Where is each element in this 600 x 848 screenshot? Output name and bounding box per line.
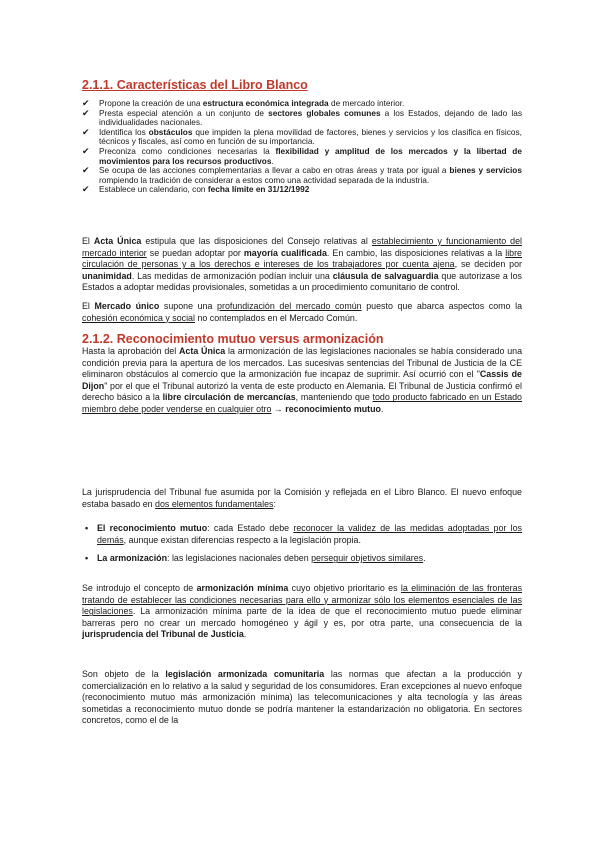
text-run: Son objeto de la	[82, 669, 166, 679]
text-run: →	[271, 403, 286, 414]
check-item	[82, 109, 522, 128]
bold-text: Mercado único	[94, 301, 160, 311]
text-run: Presta especial atención a un conjunto de	[99, 107, 269, 118]
text-run: estipula que las disposiciones del Consejo relativas al	[141, 236, 372, 246]
text-run: Identifica los	[99, 126, 149, 137]
underlined-text: perseguir objetivos similares	[311, 553, 424, 564]
paragraph-mercado-unico	[82, 301, 522, 324]
text-run: . En cambio, las disposiciones relativas a la	[326, 247, 506, 258]
bold-text: mayoría cualificada	[243, 247, 327, 258]
bold-text: sectores globales comunes	[268, 107, 381, 118]
text-run: cuyo objetivo prioritario es	[288, 583, 401, 593]
underlined-text: reconocer la validez de las medidas adoptadas por los demás	[97, 523, 522, 545]
text-run: . Las medidas de armonización podían incluir una	[131, 270, 333, 281]
text-run: Preconiza como condiciones necesarias la	[99, 145, 276, 156]
bold-text: Acta Única	[93, 236, 142, 246]
bold-text: Acta Única	[179, 346, 226, 356]
text-run: , aunque existan diferencias respecto a la legislación propia.	[123, 534, 361, 545]
check-item	[82, 166, 522, 185]
text-run: La jurisprudencia del Tribunal fue asumida por la Comisión y reflejada en el Libro Blanco. El nuevo enfoque estaba basado en	[82, 487, 522, 509]
checkmark-icon: ✔	[82, 98, 90, 108]
text-run: El	[82, 236, 94, 246]
text-run: de mercado interior.	[328, 98, 405, 108]
text-run: , manteniendo que	[295, 392, 373, 403]
text-run: no contemplados en el Mercado Común.	[194, 312, 358, 323]
text-run: El	[82, 301, 95, 311]
underlined-text: establecimiento y funcionamiento del mercado interior	[82, 236, 523, 258]
paragraph-jurisprudencia	[82, 487, 522, 510]
paragraph-armonizacion-minima	[82, 583, 522, 641]
text-run: .	[380, 403, 384, 414]
underlined-text: libre circulación de personas y a los derechos e intereses de los trabajadores por cuenta ajena	[82, 247, 522, 270]
text-run: Se ocupa de las acciones complementarias a llevar a cabo en otras áreas y trata por igual a	[99, 165, 450, 176]
bold-text: legislación armonizada comunitaria	[165, 669, 325, 679]
text-run: Hasta la aprobación del	[82, 346, 180, 356]
checkmark-icon: ✔	[82, 107, 90, 118]
text-run: Se introdujo el concepto de	[82, 583, 197, 593]
bullet-item	[82, 523, 522, 546]
text-run: .	[243, 629, 247, 640]
bullet-icon: •	[85, 553, 89, 564]
text-run: la armonización de las legislaciones nacionales se había considerado una condición previa para la apertura de los mercados. Las sucesivas sentencias del Tribunal de Justicia de la CE eliminaron obstáculos al comercio que la armonización fue incapaz de suprimir. Así ocurrió con el "	[82, 346, 523, 380]
bold-text: armonización mínima	[196, 583, 289, 593]
bold-text: fecha límite en 31/12/1992	[207, 184, 310, 195]
bold-text: reconocimiento mutuo	[285, 403, 381, 414]
section-heading-reconocimiento: 2.1.2. Reconocimiento mutuo versus armonización	[82, 332, 384, 346]
bold-text: cláusula de salvaguardia	[332, 270, 439, 281]
bold-text: jurisprudencia del Tribunal de Justicia	[82, 629, 244, 640]
text-run: : las legislaciones nacionales deben	[167, 553, 312, 564]
text-run: , se deciden por	[454, 259, 522, 270]
bold-text: libre circulación de mercancías	[162, 392, 296, 403]
bullet-item	[82, 553, 522, 565]
text-run: " por el que el Tribunal autorizó la venta de este producto en Alemania. El Tribunal de Justicia confirmó el derecho básico a la	[82, 380, 522, 403]
bold-text: El reconocimiento mutuo	[97, 523, 208, 533]
text-run: supone una	[159, 301, 218, 311]
underlined-text: todo producto fabricado en un Estado miembro debe poder venderse en cualquier otro	[82, 392, 522, 414]
checkmark-icon: ✔	[82, 126, 90, 137]
check-item	[82, 147, 522, 166]
text-run: puesto que abarca aspectos como la	[361, 301, 522, 311]
text-run: : cada Estado debe	[207, 523, 294, 533]
text-run: a los Estados, dejando de lado las individualidades nacionales.	[99, 107, 522, 128]
text-run: .	[271, 155, 274, 166]
text-run: :	[273, 498, 276, 509]
text-run: que autorizase a los Estados a adoptar medidas provisionales, sometidas a un procedimiento comunitario de control.	[82, 270, 522, 293]
bold-text: Cassis de Dijon	[82, 369, 522, 391]
paragraph-acta-unica-armonizacion	[82, 346, 522, 416]
bullet-icon: •	[85, 523, 89, 533]
paragraph-legislacion-armonizada	[82, 669, 522, 727]
checkmark-icon: ✔	[82, 184, 90, 195]
bold-text: unanimidad	[82, 270, 132, 281]
underlined-text: dos elementos fundamentales	[155, 498, 274, 509]
bold-text: obstáculos	[148, 126, 193, 137]
bold-text: flexibilidad y amplitud de los mercados y la libertad de movimientos para los recursos productivos	[99, 145, 522, 166]
bold-text: estructura económica integrada	[202, 98, 329, 108]
checkmark-icon: ✔	[82, 165, 90, 176]
text-run: rompiendo la tradición de considerar a estos como una actividad separada de la industria.	[99, 174, 430, 185]
bold-text: bienes y servicios	[449, 165, 522, 176]
paragraph-acta-unica	[82, 236, 522, 294]
underlined-text: profundización del mercado común	[217, 301, 362, 311]
checklist	[82, 99, 522, 195]
underlined-text: la eliminación de las fronteras tratando de establecer las condiciones necesarias para ello y armonizar sólo los elementos esenciales de las legislaciones	[82, 583, 523, 617]
section-heading-caracteristicas: 2.1.1. Características del Libro Blanco	[82, 78, 308, 92]
check-item	[82, 185, 522, 195]
text-run: Establece un calendario, con	[99, 184, 208, 195]
text-run: . La armonización mínima parte de la idea de que el reconocimiento mutuo puede eliminar barreras pero no crear un mercado homogéneo y ágil y es, por otra parte, una consecuencia de la	[82, 606, 522, 628]
text-run: se puedan adoptar por	[146, 247, 244, 258]
text-run: .	[423, 553, 426, 564]
checkmark-icon: ✔	[82, 145, 90, 156]
check-item	[82, 128, 522, 147]
bold-text: La armonización	[97, 553, 168, 564]
text-run: las normas que afectan a la producción y comercialización en lo relativo a la salud y seguridad de los consumidores. Eran excepciones al nuevo enfoque (reconocimiento mutuo más armonización mínima) las telecomunicaciones y alta tecnología y las áreas sometidas a reconocimiento mutuo donde se podría mantener la estandarización no obligatoria. En sectores concretos, como el de la	[82, 669, 522, 726]
text-run: que impiden la plena movilidad de factores, bienes y servicios y los clasifica en físicos, técnicos y fiscales, así como en función de su importancia.	[99, 126, 522, 147]
bullet-list	[82, 523, 522, 572]
text-run: Propone la creación de una	[99, 98, 203, 108]
underlined-text: cohesión económica y social	[82, 312, 195, 323]
